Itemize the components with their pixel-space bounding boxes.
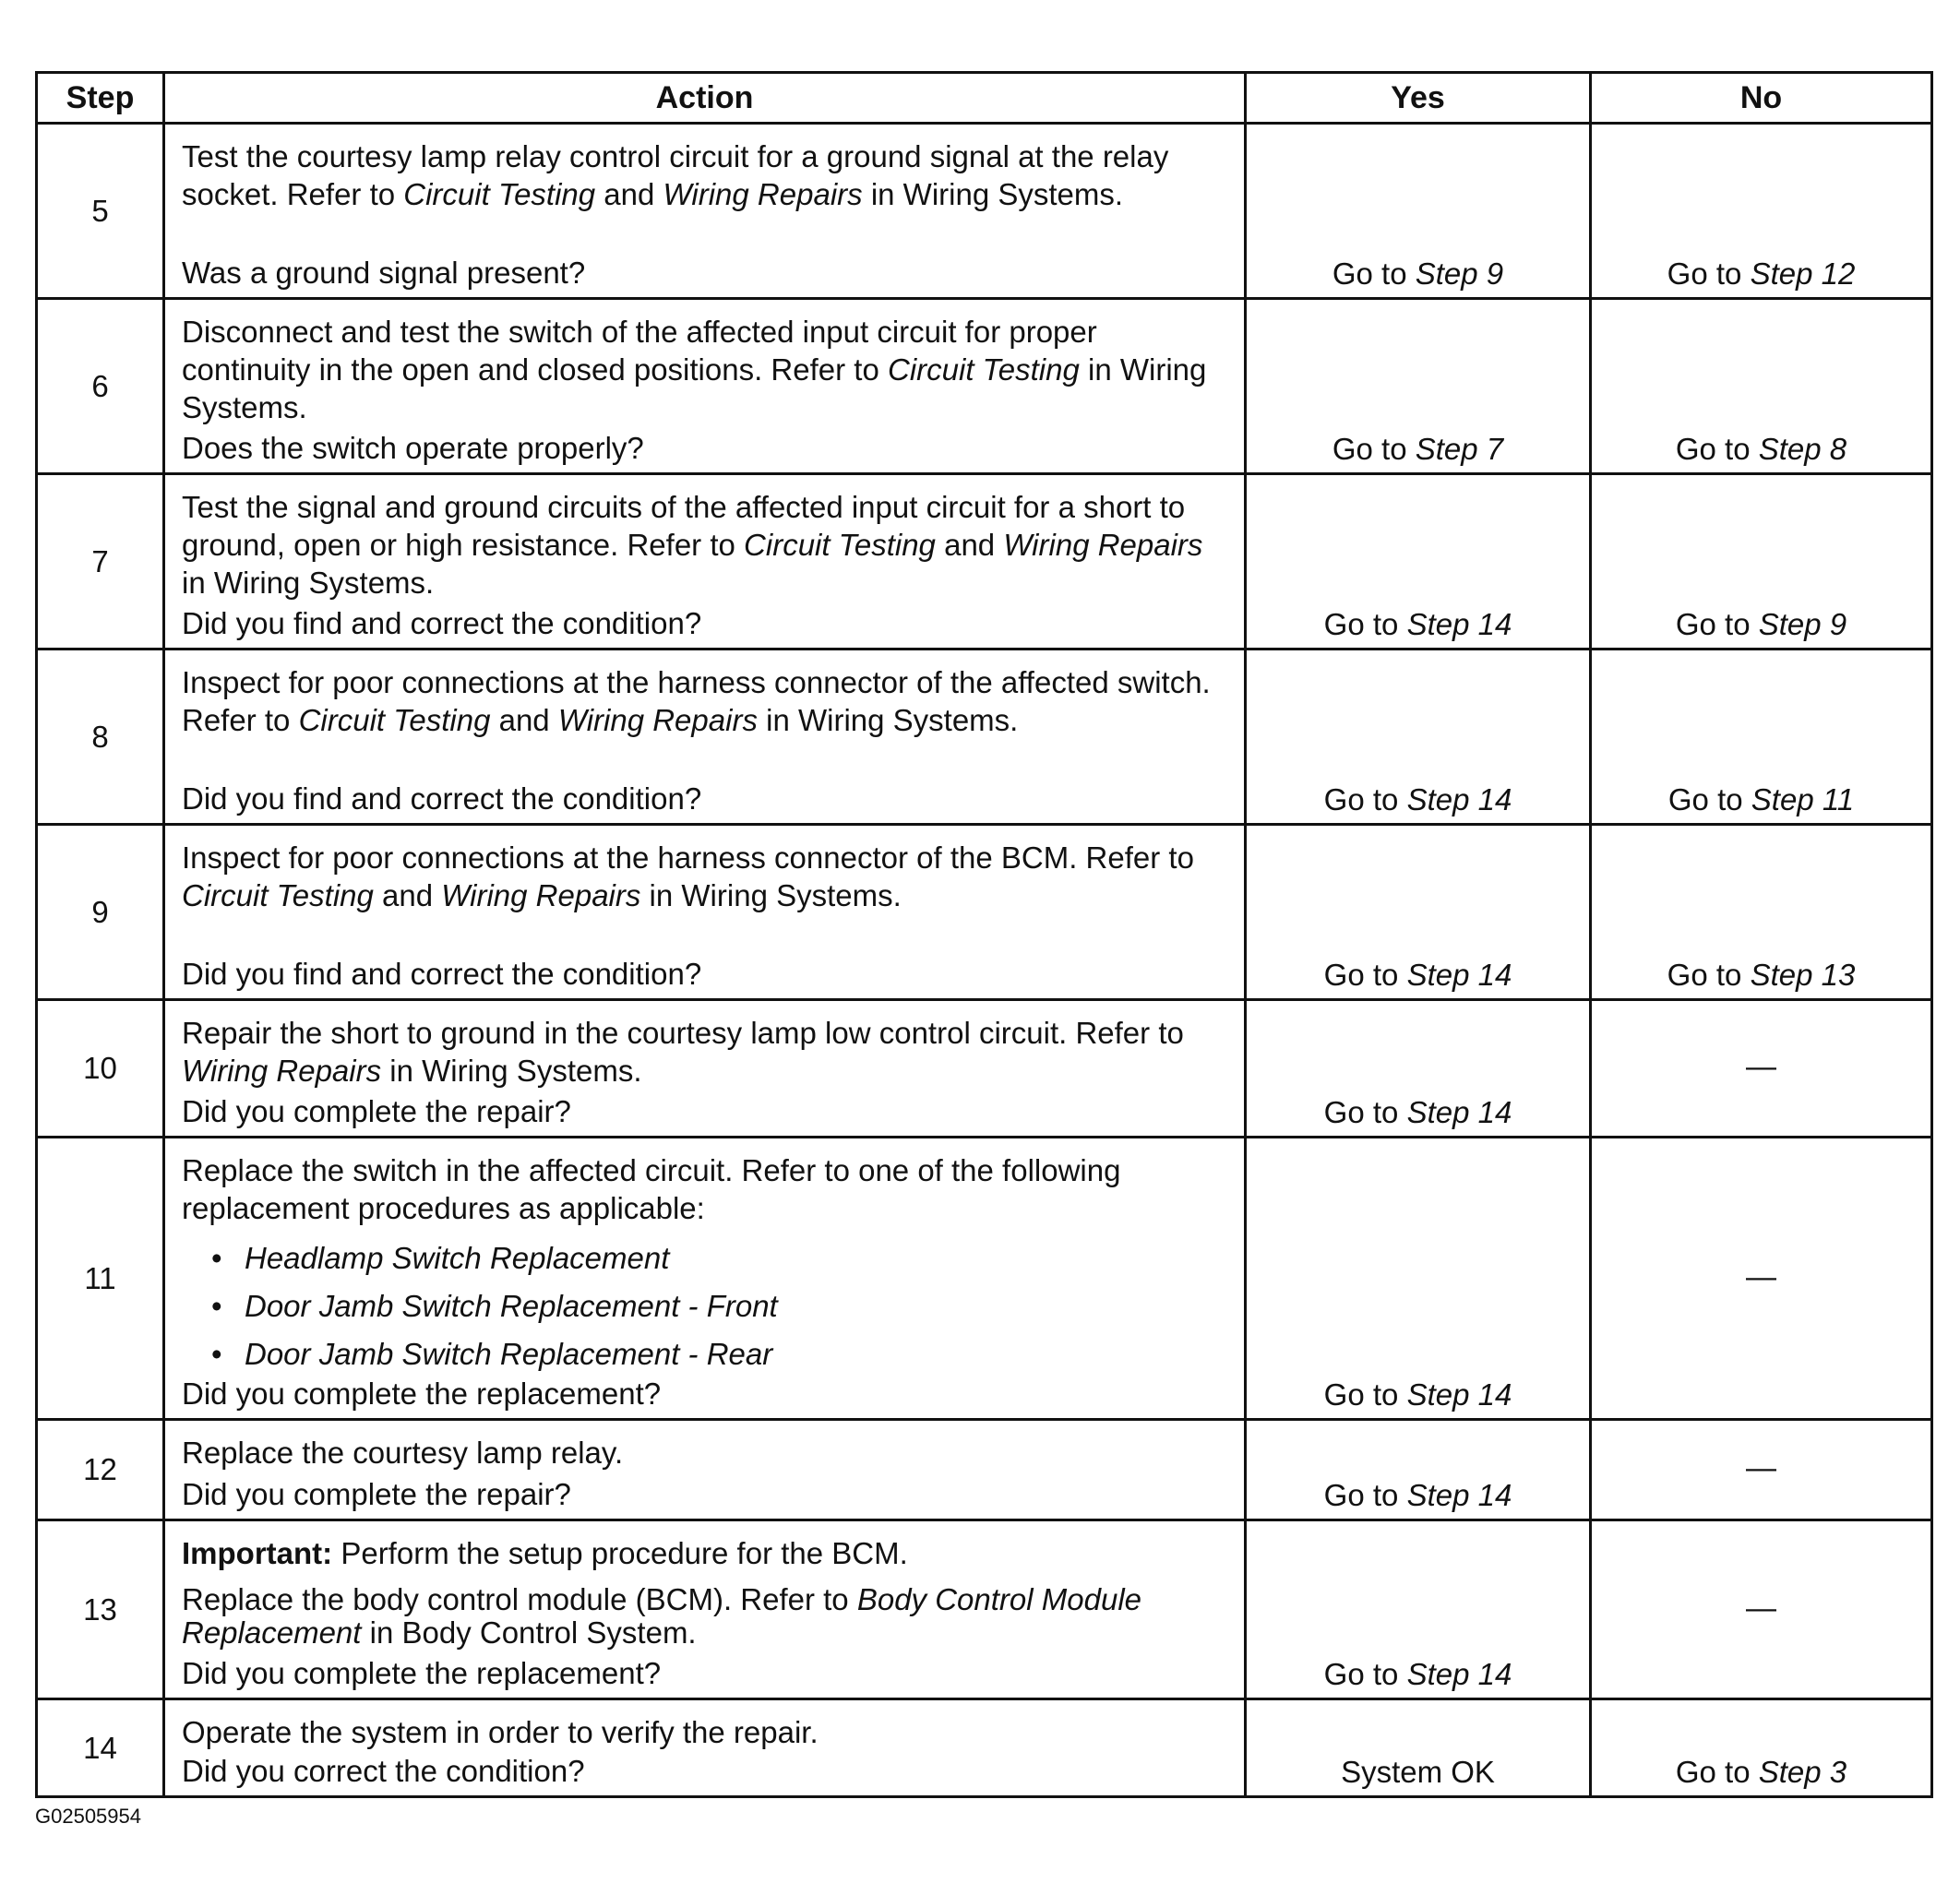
table-row: [37, 825, 1932, 1000]
header-no: No: [1591, 73, 1932, 124]
yes-answer: Go to Step 14: [1323, 782, 1512, 816]
yes-cell: [1246, 474, 1591, 650]
step-number: 12: [37, 1420, 164, 1520]
yes-answer: Go to Step 14: [1323, 1657, 1512, 1691]
no-answer-dash: —: [1746, 1258, 1776, 1293]
bullet-icon: •: [211, 1337, 222, 1371]
action-text: Replace the body control module (BCM). Refer to Body Control Module Replacement in Body Control System.: [182, 1582, 1142, 1650]
no-cell: [1591, 650, 1932, 825]
reference-link: Wiring Repairs: [663, 177, 863, 211]
table-row: [37, 1699, 1932, 1797]
no-cell: [1591, 1420, 1932, 1520]
action-text: Repair the short to ground in the courtesy lamp low control circuit. Refer to Wiring Repairs in Wiring Systems.: [182, 1016, 1184, 1088]
table-row: [37, 124, 1932, 299]
no-cell: [1591, 825, 1932, 1000]
action-cell: [164, 1138, 1246, 1420]
reference-link: Wiring Repairs: [182, 1054, 382, 1088]
question-text: Did you find and correct the condition?: [182, 781, 702, 816]
reference-link: Wiring Repairs: [441, 878, 641, 912]
yes-answer: Go to Step 9: [1332, 256, 1504, 291]
yes-answer: Go to Step 7: [1332, 432, 1504, 466]
yes-answer: System OK: [1341, 1755, 1495, 1789]
yes-cell: [1246, 1699, 1591, 1797]
no-cell: [1591, 1520, 1932, 1699]
no-answer-dash: —: [1746, 1450, 1776, 1485]
step-number: 8: [37, 650, 164, 825]
table-row: [37, 1138, 1932, 1420]
procedure-list: [182, 1234, 1233, 1378]
reference-link: Circuit Testing: [403, 177, 596, 211]
action-cell: [164, 825, 1246, 1000]
question-text: Did you complete the replacement?: [182, 1656, 662, 1690]
yes-cell: [1246, 299, 1591, 474]
yes-answer: Go to Step 14: [1323, 607, 1512, 641]
no-answer: Go to Step 8: [1675, 432, 1847, 466]
no-answer: Go to Step 3: [1675, 1755, 1847, 1789]
action-text: Test the signal and ground circuits of the affected input circuit for a short to ground, open or high resistance. Refer to Circuit Testing and Wiring Repairs in Wiring Systems.: [182, 490, 1203, 600]
question-text: Did you find and correct the condition?: [182, 957, 702, 991]
no-answer-dash: —: [1746, 1590, 1776, 1625]
reference-link: Circuit Testing: [744, 528, 936, 562]
action-text: Inspect for poor connections at the harness connector of the affected switch. Refer to Circuit Testing and Wiring Repairs in Wiring Systems.: [182, 665, 1211, 737]
reference-link: Circuit Testing: [182, 878, 374, 912]
action-text: Operate the system in order to verify the repair.: [182, 1715, 819, 1749]
step-number: 5: [37, 124, 164, 299]
yes-answer: Go to Step 14: [1323, 1377, 1512, 1412]
action-cell: [164, 1420, 1246, 1520]
no-cell: [1591, 124, 1932, 299]
no-answer-dash: —: [1746, 1049, 1776, 1084]
no-answer: Go to Step 9: [1675, 607, 1847, 641]
reference-link: Circuit Testing: [298, 703, 491, 737]
action-cell: [164, 1520, 1246, 1699]
question-text: Did you correct the condition?: [182, 1754, 585, 1788]
action-cell: [164, 1000, 1246, 1138]
action-text: Replace the courtesy lamp relay.: [182, 1436, 624, 1470]
no-answer: Go to Step 12: [1667, 256, 1856, 291]
bullet-icon: •: [211, 1289, 222, 1323]
yes-answer: Go to Step 14: [1323, 1095, 1512, 1129]
action-cell: [164, 474, 1246, 650]
step-number: 11: [37, 1138, 164, 1420]
yes-cell: [1246, 1000, 1591, 1138]
step-number: 6: [37, 299, 164, 474]
no-answer: Go to Step 11: [1667, 782, 1855, 816]
action-cell: [164, 1699, 1246, 1797]
yes-cell: [1246, 1520, 1591, 1699]
list-item: • Door Jamb Switch Replacement - Rear: [245, 1330, 1233, 1378]
no-cell: [1591, 1699, 1932, 1797]
reference-link: Circuit Testing: [887, 352, 1080, 387]
list-item: • Headlamp Switch Replacement: [245, 1234, 1233, 1282]
action-text: Test the courtesy lamp relay control circuit for a ground signal at the relay socket. Refer to Circuit Testing and Wiring Repairs in Wiring Systems.: [182, 139, 1169, 211]
no-cell: [1591, 1000, 1932, 1138]
no-cell: [1591, 474, 1932, 650]
diagnostic-table: [35, 71, 1933, 1798]
important-note: Important: Perform the setup procedure for the BCM.: [182, 1536, 908, 1570]
yes-cell: [1246, 1138, 1591, 1420]
question-text: Did you complete the replacement?: [182, 1377, 662, 1411]
no-cell: [1591, 1138, 1932, 1420]
table-row: [37, 1000, 1932, 1138]
figure-id: G02505954: [35, 1805, 141, 1828]
question-text: Does the switch operate properly?: [182, 431, 644, 465]
yes-cell: [1246, 825, 1591, 1000]
step-number: 14: [37, 1699, 164, 1797]
table-row: [37, 474, 1932, 650]
header-step: Step: [37, 73, 164, 124]
action-text: Replace the switch in the affected circuit. Refer to one of the following replacement procedures as applicable:: [182, 1153, 1121, 1225]
yes-answer: Go to Step 14: [1323, 958, 1512, 992]
step-number: 13: [37, 1520, 164, 1699]
action-text: Disconnect and test the switch of the affected input circuit for proper continuity in the open and closed positions. Refer to Circuit Testing in Wiring Systems.: [182, 315, 1207, 424]
action-text: Inspect for poor connections at the harness connector of the BCM. Refer to Circuit Testing and Wiring Repairs in Wiring Systems.: [182, 840, 1194, 912]
no-cell: [1591, 299, 1932, 474]
question-text: Did you complete the repair?: [182, 1094, 571, 1128]
list-item: • Door Jamb Switch Replacement - Front: [245, 1282, 1233, 1330]
reference-link: Wiring Repairs: [557, 703, 758, 737]
yes-answer: Go to Step 14: [1323, 1478, 1512, 1512]
table-header-row: [37, 73, 1932, 124]
reference-link: Body Control Module Replacement: [182, 1582, 1142, 1650]
action-cell: [164, 650, 1246, 825]
yes-cell: [1246, 1420, 1591, 1520]
yes-cell: [1246, 124, 1591, 299]
action-cell: [164, 299, 1246, 474]
table-row: [37, 1420, 1932, 1520]
question-text: Did you complete the repair?: [182, 1477, 571, 1511]
yes-cell: [1246, 650, 1591, 825]
no-answer: Go to Step 13: [1667, 958, 1856, 992]
question-text: Did you find and correct the condition?: [182, 606, 702, 640]
step-number: 10: [37, 1000, 164, 1138]
header-action: Action: [164, 73, 1246, 124]
table-row: [37, 650, 1932, 825]
step-number: 7: [37, 474, 164, 650]
table-row: [37, 299, 1932, 474]
reference-link: Wiring Repairs: [1003, 528, 1203, 562]
question-text: Was a ground signal present?: [182, 256, 586, 290]
step-number: 9: [37, 825, 164, 1000]
header-yes: Yes: [1246, 73, 1591, 124]
bullet-icon: •: [211, 1241, 222, 1275]
table-row: [37, 1520, 1932, 1699]
action-cell: [164, 124, 1246, 299]
